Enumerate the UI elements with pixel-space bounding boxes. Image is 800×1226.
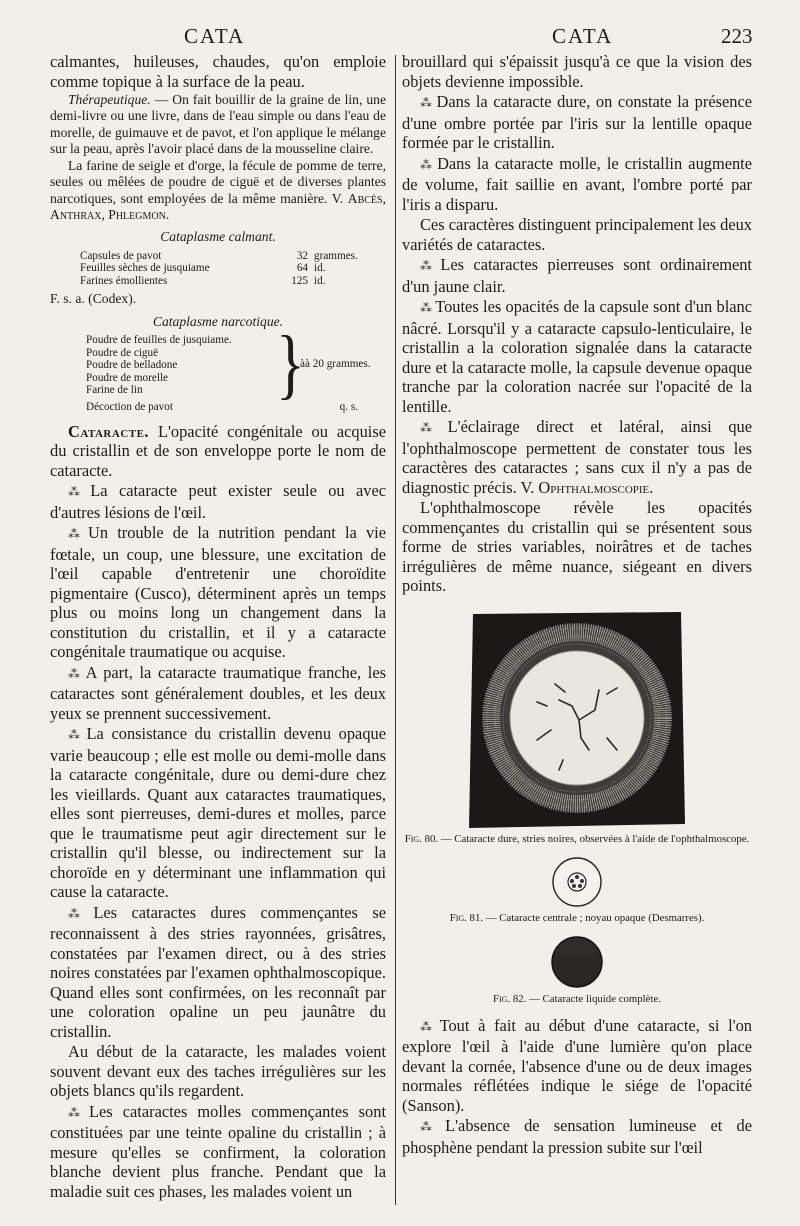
paragraph-text: L'absence de sensation lumineuse et de phosphène pendant la pression subite sur l'œil (402, 1116, 752, 1157)
narcotique-title: Cataplasme narcotique. (152, 313, 284, 329)
ingredient-unit: grammes. (314, 249, 358, 262)
paragraph-pierreuses (402, 255, 752, 296)
paragraph-text: La cataracte peut exister seule ou avec d'autres lésions de l'œil. (50, 481, 386, 522)
ingredient-qty: 125 (291, 274, 308, 287)
paragraph-text: L'éclairage direct et latéral, ainsi que l'ophthalmoscope permettent de constater tous les caractères des cataractes ; sans cux il n'y a pas de diagnostic précis. V. (402, 417, 752, 497)
paragraph-calmantes: calmantes, huileuses, chaudes, qu'on emploie comme topique à la surface de la peau. (50, 52, 386, 91)
paragraph-seule (50, 481, 386, 522)
figure-81-illustration (550, 855, 604, 909)
paragraph-tout-debut (402, 1016, 752, 1116)
paragraph-text: A part, la cataracte traumatique franche, les cataractes sont généralement doubles, et les deux yeux se prennent successivement. (50, 662, 386, 723)
asterism-icon: ⁂ (420, 96, 433, 110)
therapeutique-label: Thérapeutique. (68, 92, 151, 107)
paragraph-farine (50, 158, 386, 223)
running-header (0, 24, 800, 54)
recipe-row (80, 250, 370, 263)
fig-label: Fig. 80. (404, 832, 439, 845)
decoction-qty: q. s. (339, 401, 358, 414)
ingredient-unit: id. (314, 274, 326, 287)
paragraph-text: Dans la cataracte molle, le cristallin augmente de volume, fait saillie en avant, l'ombre porté par l'iris a disparu. (402, 153, 752, 214)
paragraph-molle-volume (402, 154, 752, 215)
figure-82-illustration (549, 934, 605, 990)
asterism-icon: ⁂ (68, 728, 83, 743)
narcotique-item: Farine de lin (86, 384, 143, 397)
figure-80-illustration (467, 610, 687, 830)
asterism-icon: ⁂ (420, 421, 444, 435)
page-number: 223 (721, 24, 753, 48)
decoction-name: Décoction de pavot (86, 401, 173, 414)
entry-headword: Cataracte. (68, 421, 150, 441)
paragraph-caracteres: Ces caractères distinguent principalement les deux variétés de cataractes. (402, 215, 752, 254)
narcotique-item: Poudre de ciguë (86, 346, 159, 359)
ingredient-unit: id. (314, 262, 326, 275)
calmant-recipe (80, 250, 370, 288)
paragraph-trouble (50, 523, 386, 662)
paragraph-ophthalmoscope: L'ophthalmoscope révèle les opacités commençantes du cristallin qui se présentent sous forme de stries variables, noirâtres et de taches irrégulières de même nuance, siégeant en divers points. (402, 498, 752, 595)
ingredient-name: Farines émollientes (80, 274, 168, 287)
therapeutique-text: — On fait bouillir de la graine de lin, une demi-livre ou une livre, dans de l'eau simple ou dans l'eau de morelle, de guimauve et de pavot, et l'on applique le mélange sur la peau, après l'avoir placé dans de la mousseline claire. (50, 92, 386, 156)
brace-glyph: } (276, 320, 305, 407)
cataracte-definition-text: L'opacité congénitale ou acquise du cristallin et de son enveloppe porte le nom de cataracte. (50, 421, 386, 480)
left-column (50, 52, 386, 1212)
caption-text: — Cataracte dure, stries noires, observées à l'aide de l'ophthalmoscope. (438, 832, 750, 845)
figure-81-caption (402, 912, 752, 924)
figure-80-caption (402, 833, 752, 845)
asterism-icon: ⁂ (68, 906, 90, 921)
recipe-row (80, 275, 370, 288)
asterism-icon: ⁂ (420, 1120, 442, 1135)
asterism-icon: ⁂ (68, 1105, 85, 1120)
paragraph-traumatique (50, 663, 386, 724)
paragraph-text: Les cataractes dures commençantes se reconnaissent à des stries rayonnées, grisâtres, constatées par l'examen direct, ou à des stries noires constatées par l'examen ophthalmoscopique. Quand elles sont confirmées, on les reconnaît par une coloration opaline un peu jaunâtre du cristallin. (50, 902, 386, 1041)
paragraph-text: Tout à fait au début d'une cataracte, si l'on explore l'œil à l'aide d'une lumière qu'on place devant la cornée, l'absence d'une ou de deux images normales réflétées indique le siége de l'opacité (Sanson). (402, 1015, 752, 1115)
paragraph-text: Les cataractes pierreuses sont ordinairement d'un jaune clair. (402, 255, 752, 296)
right-column (402, 52, 752, 1212)
fig-label: Fig. 81. (449, 911, 484, 924)
farine-refs: Abcès, Anthrax, Phlegmon. (50, 190, 386, 223)
ingredient-qty: 64 (296, 262, 308, 275)
paragraph-text: Les cataractes molles commençantes sont constituées par une teinte opaline du cristallin ; à mesure qu'elles se confirment, la coloration blanche devient plus franche. Pendant que la maladie suit ces phases, les malades voient un (50, 1101, 386, 1201)
recipe-row (80, 262, 370, 275)
paragraph-dure-ombre (402, 92, 752, 153)
ingredient-qty: 32 (296, 249, 308, 262)
paragraph-cataracte-definition (50, 422, 386, 481)
asterism-icon: ⁂ (420, 259, 437, 273)
paragraph-text: La consistance du cristallin devenu opaque varie beaucoup ; elle est molle ou demi-molle dans la cataracte congénitale, dure ou demi-dure chez les vieillards. Quant aux cataractes traumatiques, elles sont pierreuses, demi-dures et molles, parce que le traumatisme peut agir directement sur le cristallin qu'il blesse, ou indirectement sur la choroïde en y déterminant une inflammation qui cause la cataracte. (50, 724, 386, 902)
fsa-codex: F. s. a. (Codex). (50, 291, 137, 307)
paragraph-absence (402, 1116, 752, 1157)
asterism-icon: ⁂ (68, 485, 87, 500)
ophthalmoscopie-ref: Ophthalmoscopie. (538, 477, 654, 497)
narcotique-item: Poudre de morelle (86, 371, 169, 384)
paragraph-text: Toutes les opacités de la capsule sont d'un blanc nâcré. Lorsqu'il y a cataracte capsulo-lenticulaire, le cristallin a la coloration signalée dans la cataracte dure et la cataracte molle, la capsule devenue opaque tranche par la coloration nacrée sur l'opacité de la lentille. (402, 297, 752, 416)
caption-text: — Cataracte centrale ; noyau opaque (Desmarres). (483, 911, 705, 924)
narcotique-dose: àà 20 grammes. (300, 358, 371, 371)
calmant-title: Cataplasme calmant. (160, 229, 276, 245)
ingredient-name: Capsules de pavot (80, 249, 162, 262)
asterism-icon: ⁂ (420, 157, 434, 172)
column-divider (395, 55, 396, 1205)
paragraph-dures (50, 903, 386, 1042)
paragraph-consistance (50, 724, 386, 902)
ingredient-name: Feuilles sèches de jusquiame (80, 262, 210, 275)
decoction-row (86, 401, 358, 414)
farine-text: La farine de seigle et d'orge, la fécule de pomme de terre, seules ou mêlées de poudre de ciguë et de diverses plantes narcotiques, sont employées de la même manière. V. (50, 158, 386, 206)
narcotique-item: Poudre de feuilles de jusquiame. (86, 334, 232, 347)
figure-82-caption (402, 993, 752, 1005)
asterism-icon: ⁂ (68, 527, 85, 542)
paragraph-eclairage (402, 417, 752, 497)
header-right-title: CATA (552, 24, 614, 48)
header-left-title: CATA (184, 24, 246, 48)
fig-label: Fig. 82. (493, 993, 527, 1006)
asterism-icon: ⁂ (68, 666, 82, 681)
asterism-icon: ⁂ (420, 1019, 436, 1034)
paragraph-therapeutique (50, 92, 386, 157)
paragraph-text: Dans la cataracte dure, on constate la présence d'une ombre portée par l'iris sur la lentille opaque formée par le cristallin. (402, 92, 752, 152)
paragraph-text: Un trouble de la nutrition pendant la vie fœtale, un coup, une blessure, une excitation de l'œil capable d'entretenir une choroïdite pigmentaire (Cusco), déterminent après un temps plus ou moins long un changement dans la constitution du cristallin, et il y a cataracte congénitale traumatique ou acquise. (50, 523, 386, 662)
asterism-icon: ⁂ (420, 301, 432, 315)
paragraph-debut: Au début de la cataracte, les malades voient souvent devant eux des taches irrégulières sur les objets blancs qu'ils regardent. (50, 1042, 386, 1101)
paragraph-capsule (402, 297, 752, 416)
caption-text: — Cataracte liquide complète. (526, 993, 661, 1006)
paragraph-molles (50, 1102, 386, 1202)
narcotique-list (86, 334, 276, 397)
narcotique-item: Poudre de belladone (86, 359, 178, 372)
paragraph-brouillard: brouillard qui s'épaissit jusqu'à ce que la vision des objets devienne impossible. (402, 52, 752, 91)
